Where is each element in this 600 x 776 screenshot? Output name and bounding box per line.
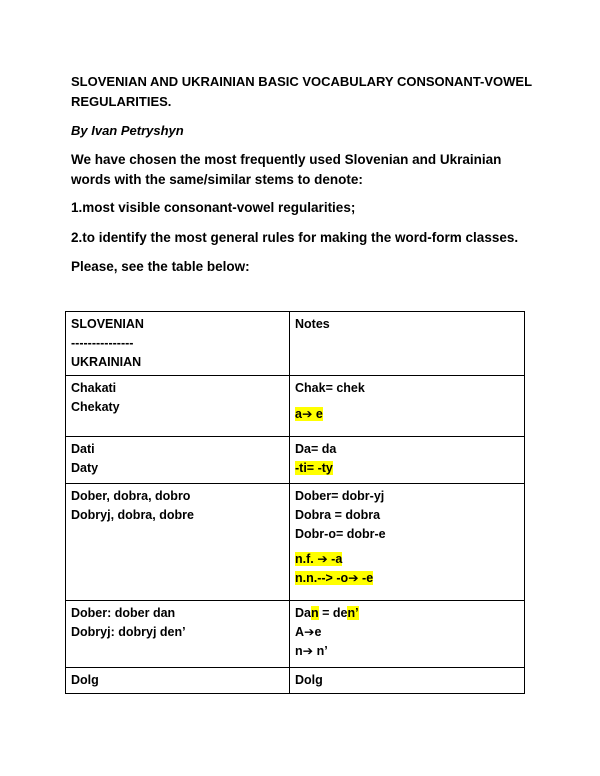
- table-row: [66, 376, 525, 437]
- note-text: = de: [318, 606, 348, 620]
- note-line: Dobra = dobra: [295, 508, 381, 522]
- table-row: [66, 437, 525, 484]
- slovenian-word: Dober: dober dan: [71, 606, 176, 620]
- table-row: [66, 668, 525, 694]
- highlighted-rule: n.n.--> -o➔ -e: [295, 571, 374, 585]
- note-text: Da: [295, 606, 311, 620]
- header-notes-cell: [290, 312, 525, 376]
- header-slovenian: SLOVENIAN: [71, 317, 144, 331]
- table-header-row: [66, 312, 525, 376]
- notes-cell: [290, 668, 525, 694]
- note-line-mixed: [295, 604, 519, 623]
- note-line: Dober= dobr-yj: [295, 489, 385, 503]
- slovenian-word: Dati: [71, 442, 95, 456]
- slovenian-word: Chakati: [71, 381, 117, 395]
- highlighted-letter: n: [310, 606, 319, 620]
- note-line: Da= da: [295, 442, 337, 456]
- note-line: Chak= chek: [295, 381, 365, 395]
- highlighted-rule: n.f. ➔ -a: [295, 552, 343, 566]
- header-divider: ---------------: [71, 336, 134, 350]
- notes-cell: [290, 376, 525, 437]
- note-line: n➔ n’: [295, 644, 328, 658]
- document-title: SLOVENIAN AND UKRAINIAN BASIC VOCABULARY CONSONANT-VOWEL REGULARITIES.: [71, 74, 532, 109]
- ukrainian-word: Dobryj: dobryj den’: [71, 625, 186, 639]
- table-row: [66, 484, 525, 601]
- highlighted-letter: n’: [347, 606, 359, 620]
- ukrainian-word: Daty: [71, 461, 99, 475]
- notes-cell: [290, 484, 525, 601]
- notes-cell: [290, 601, 525, 668]
- slovenian-word: Dober, dobra, dobro: [71, 489, 191, 503]
- words-cell: [66, 437, 290, 484]
- author-byline: By Ivan Petryshyn: [71, 123, 184, 138]
- note-line: A➔e: [295, 625, 322, 639]
- words-cell: [66, 484, 290, 601]
- note-line: Dolg: [295, 673, 323, 687]
- highlighted-rule: a➔ e: [295, 407, 323, 421]
- note-line: Dobr-o= dobr-e: [295, 527, 386, 541]
- point-two: 2.to identify the most general rules for making the word-form classes.: [71, 230, 519, 245]
- words-cell: [66, 668, 290, 694]
- header-language-cell: [66, 312, 290, 376]
- ukrainian-word: Chekaty: [71, 400, 120, 414]
- words-cell: [66, 601, 290, 668]
- header-notes: Notes: [295, 317, 330, 331]
- table-row: [66, 601, 525, 668]
- highlighted-rule: -ti= -ty: [295, 461, 333, 475]
- intro-paragraph: We have chosen the most frequently used Slovenian and Ukrainian words with the same/similar stems to denote:: [71, 152, 502, 187]
- words-cell: [66, 376, 290, 437]
- ukrainian-word: Dobryj, dobra, dobre: [71, 508, 194, 522]
- header-ukrainian: UKRAINIAN: [71, 355, 142, 369]
- point-one: 1.most visible consonant-vowel regularities;: [71, 200, 356, 215]
- vocabulary-table: [65, 311, 525, 694]
- notes-cell: [290, 437, 525, 484]
- see-table-note: Please, see the table below:: [71, 259, 250, 274]
- slovenian-word: Dolg: [71, 673, 99, 687]
